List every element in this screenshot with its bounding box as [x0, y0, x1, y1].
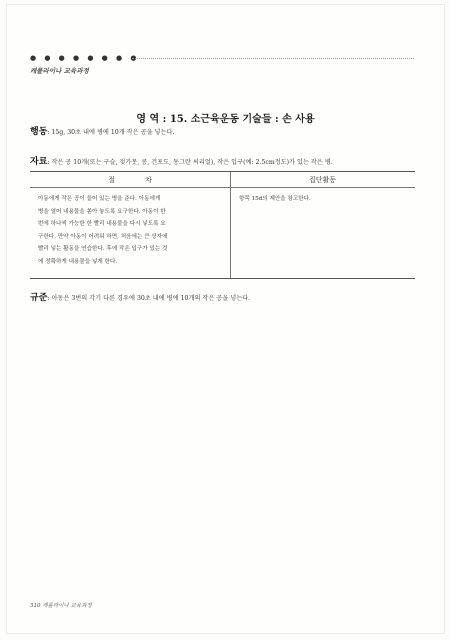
header-dots: ● ● ● ● ● ● ● ● — [30, 54, 140, 62]
header-rule — [132, 58, 414, 59]
goal-label: 행동 — [30, 127, 48, 137]
procedure-line: 아동에게 작은 공이 들어 있는 병을 준다. 아동에게 — [38, 196, 161, 202]
group-activity-cell: 항목 15d의 제안을 참고한다. — [239, 196, 311, 202]
header-subtitle: 캐롤라이나 교육과정 — [30, 67, 89, 75]
procedure-table — [30, 171, 415, 279]
page-footer: 310 캐롤라이나 교육과정 — [30, 603, 92, 609]
column-divider — [230, 172, 231, 278]
goal-line — [30, 124, 174, 137]
materials-text: : 작은 공 10개(또는 구슬, 젖가못, 콩, 건포도, 동그란 씨리얼), 작은 입구(예: 2.5cm정도)가 있는 작은 병. — [47, 159, 333, 166]
procedure-line: 병을 열어 내용물을 쏟아 놓도록 요구한다. 아동이 한 — [38, 208, 166, 215]
header-procedure: 절 차 — [108, 176, 166, 184]
procedure-line: 번에 하나씩 가능한 한 빨리 내용물을 다시 넣도록 요 — [38, 221, 166, 227]
procedure-line: 구한다. 만약 아동이 어려워 하면, 처음에는 큰 상자에 — [38, 233, 168, 240]
criteria-line — [30, 290, 250, 303]
procedure-line: 에 정확하게 내용물을 넣게 한다. — [38, 258, 118, 265]
table-header-row — [30, 172, 415, 188]
header-group-activity: 집단활동 — [308, 176, 337, 184]
criteria-label: 규준 — [30, 293, 48, 303]
goal-text: : 15g, 30초 내에 병에 10개 작은 공을 넣는다. — [47, 129, 175, 136]
criteria-text: : 아동은 3번의 각기 다른 경우에 30초 내에 병에 10개의 작은 공을 넣는다. — [47, 295, 251, 302]
materials-line — [30, 154, 333, 167]
page — [6, 4, 445, 634]
page-title: 영 역 : 15. 소근육운동 기술들 : 손 사용 — [136, 114, 315, 125]
procedure-cell — [38, 193, 224, 268]
materials-label: 자료 — [30, 157, 48, 167]
procedure-line: 빨리 넣는 활동을 연습한다. 후에 작은 입구가 있는 것 — [38, 246, 168, 252]
